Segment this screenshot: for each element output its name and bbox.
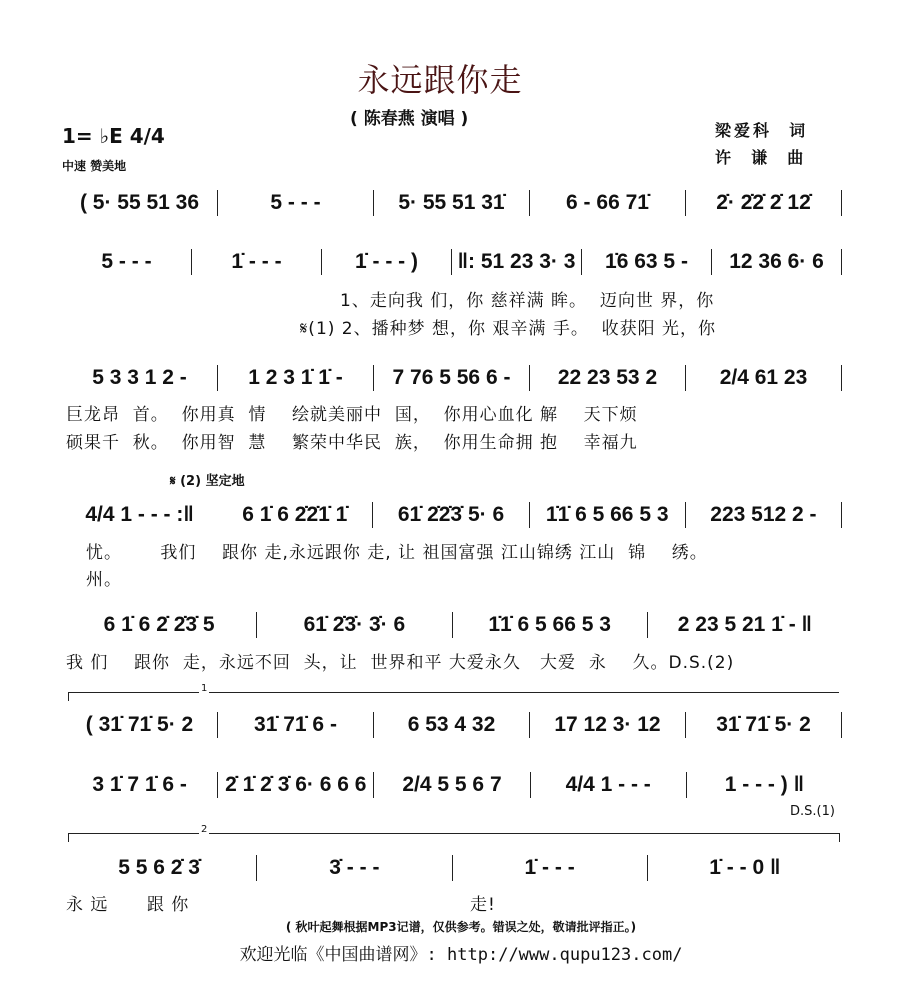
lyrics-chorus: 忧。 我们 跟你 走,永远跟你 走, 让 祖国富强 江山锦绣 江山 锦 绣。 [86, 543, 708, 563]
measure: 1̇1̇ 6 5 66 5 3 [453, 612, 648, 638]
measure: 6 53 4 32 [374, 712, 530, 738]
measure: 61̇ 2̇2̇3̇ 5· 6 [373, 502, 529, 528]
measure: ( 31̇ 71̇ 5· 2 [62, 712, 218, 738]
measure: 2 23 5 21 1̇ - ‖ [677, 613, 812, 636]
ending-number: 1 [201, 683, 208, 694]
staff-1 [62, 188, 842, 218]
measure: 1̇ - - 0 ‖ [709, 856, 781, 879]
ending-number: 2 [201, 824, 208, 835]
measure: 7 76 5 56 6 - [374, 365, 530, 391]
staff-6 [62, 710, 842, 740]
lyrics-ending: 永 远 跟 你 [66, 895, 190, 915]
staff-4 [62, 500, 842, 530]
staff-3 [62, 363, 842, 393]
lyrics-verse-1: 巨龙昂 首。 你用真 情 绘就美丽中 国， 你用心血化 解 天下烦 [66, 405, 638, 425]
staff-7 [62, 770, 842, 800]
transcription-note: ( 秋叶起舞根据MP3记谱，仅供参考。错误之处，敬请批评指正。) [285, 920, 637, 934]
measure: 5· 55 51 31̇ [374, 190, 530, 216]
lyrics-verse-2: 硕果千 秋。 你用智 慧 繁荣中华民 族， 你用生命拥 抱 幸福九 [66, 433, 638, 453]
lyrics-verse-2: 𝄋(1) 2、播种梦 想，你 艰辛满 手。 收获阳 光，你 [300, 319, 717, 339]
lyricist: 梁爱科 词 [715, 121, 809, 140]
measure: 4/4 1 - - - [531, 772, 687, 798]
measure: 1̇1̇ 6 5 66 5 3 [530, 502, 686, 528]
ds-marking: D.S.(1) [790, 804, 835, 819]
lyrics-verse-1: 1、走向我 们，你 慈祥满 眸。 迈向世 界，你 [340, 291, 715, 311]
song-title: 永远跟你走 [357, 61, 523, 99]
measure: 4/4 1 - - - :‖ [85, 503, 194, 526]
measure: 6 1̇ 6 2̇ 2̇3̇ 5 [62, 612, 257, 638]
measure: 17 12 3· 12 [530, 712, 686, 738]
staff-8 [62, 853, 842, 883]
measure: 31̇ 71̇ 5· 2 [686, 712, 842, 738]
lyrics-chorus-2: 我 们 跟你 走，永远不回 头，让 世界和平 大爱永久 大爱 永 久。D.S.(2) [66, 653, 735, 673]
measure: 1 2 3 1̇ 1̇ - [218, 365, 374, 391]
tempo-marking: 中速 赞美地 [62, 159, 127, 173]
measure: 31̇ 71̇ 6 - [218, 712, 374, 738]
measure: 1 - - - ) ‖ [724, 773, 805, 796]
measure: 2/4 61 23 [686, 365, 842, 391]
performer: ( 陈春燕 演唱 ) [350, 109, 469, 129]
staff-5 [62, 610, 842, 640]
key-signature: 1= ♭E 4/4 [62, 124, 165, 148]
measure: 6 1̇ 6 2̇2̇1̇ 1̇ [217, 502, 373, 528]
measure: 1̇6 63 5 - [582, 249, 712, 275]
measure: 3 1̇ 7 1̇ 6 - [62, 772, 218, 798]
measure: 61̇ 2̇3̇· 3̇· 6 [257, 612, 452, 638]
measure: 1̇ - - - [453, 855, 648, 881]
measure: 2̇ 1̇ 2̇ 3̇ 6· 6 6 6 [218, 772, 374, 798]
measure: 6 - 66 71̇ [530, 190, 686, 216]
measure: 2/4 5 5 6 7 [374, 772, 530, 798]
measure: 3̇ - - - [257, 855, 452, 881]
measure: 5 3 3 1 2 - [62, 365, 218, 391]
measure: 5 5 6 2̇ 3̇ [62, 855, 257, 881]
measure: 1̇ - - - [192, 249, 322, 275]
segno-marking: 𝄋 (2) 坚定地 [170, 474, 245, 489]
site-link[interactable]: 欢迎光临《中国曲谱网》: http://www.qupu123.com/ [239, 945, 683, 965]
first-ending-bracket [68, 683, 839, 701]
measure: ‖: 51 23 3· 3 [452, 249, 582, 275]
measure: 1̇ - - - ) [322, 249, 452, 275]
second-ending-bracket [68, 824, 840, 842]
composer: 许 谦 曲 [715, 148, 807, 167]
measure: 5 - - - [62, 249, 192, 275]
staff-2 [62, 247, 842, 277]
lyrics-ending-final: 走! [470, 895, 496, 915]
measure: 2̇· 2̇2̇ 2̇ 12̇ [686, 190, 842, 216]
measure: 5 - - - [218, 190, 374, 216]
measure: 223 512 2 - [686, 502, 842, 528]
measure: 12 36 6· 6 [712, 249, 842, 275]
measure: ( 5· 55 51 36 [62, 190, 218, 216]
lyrics-verse-2-end: 州。 [86, 570, 122, 590]
measure: 22 23 53 2 [530, 365, 686, 391]
